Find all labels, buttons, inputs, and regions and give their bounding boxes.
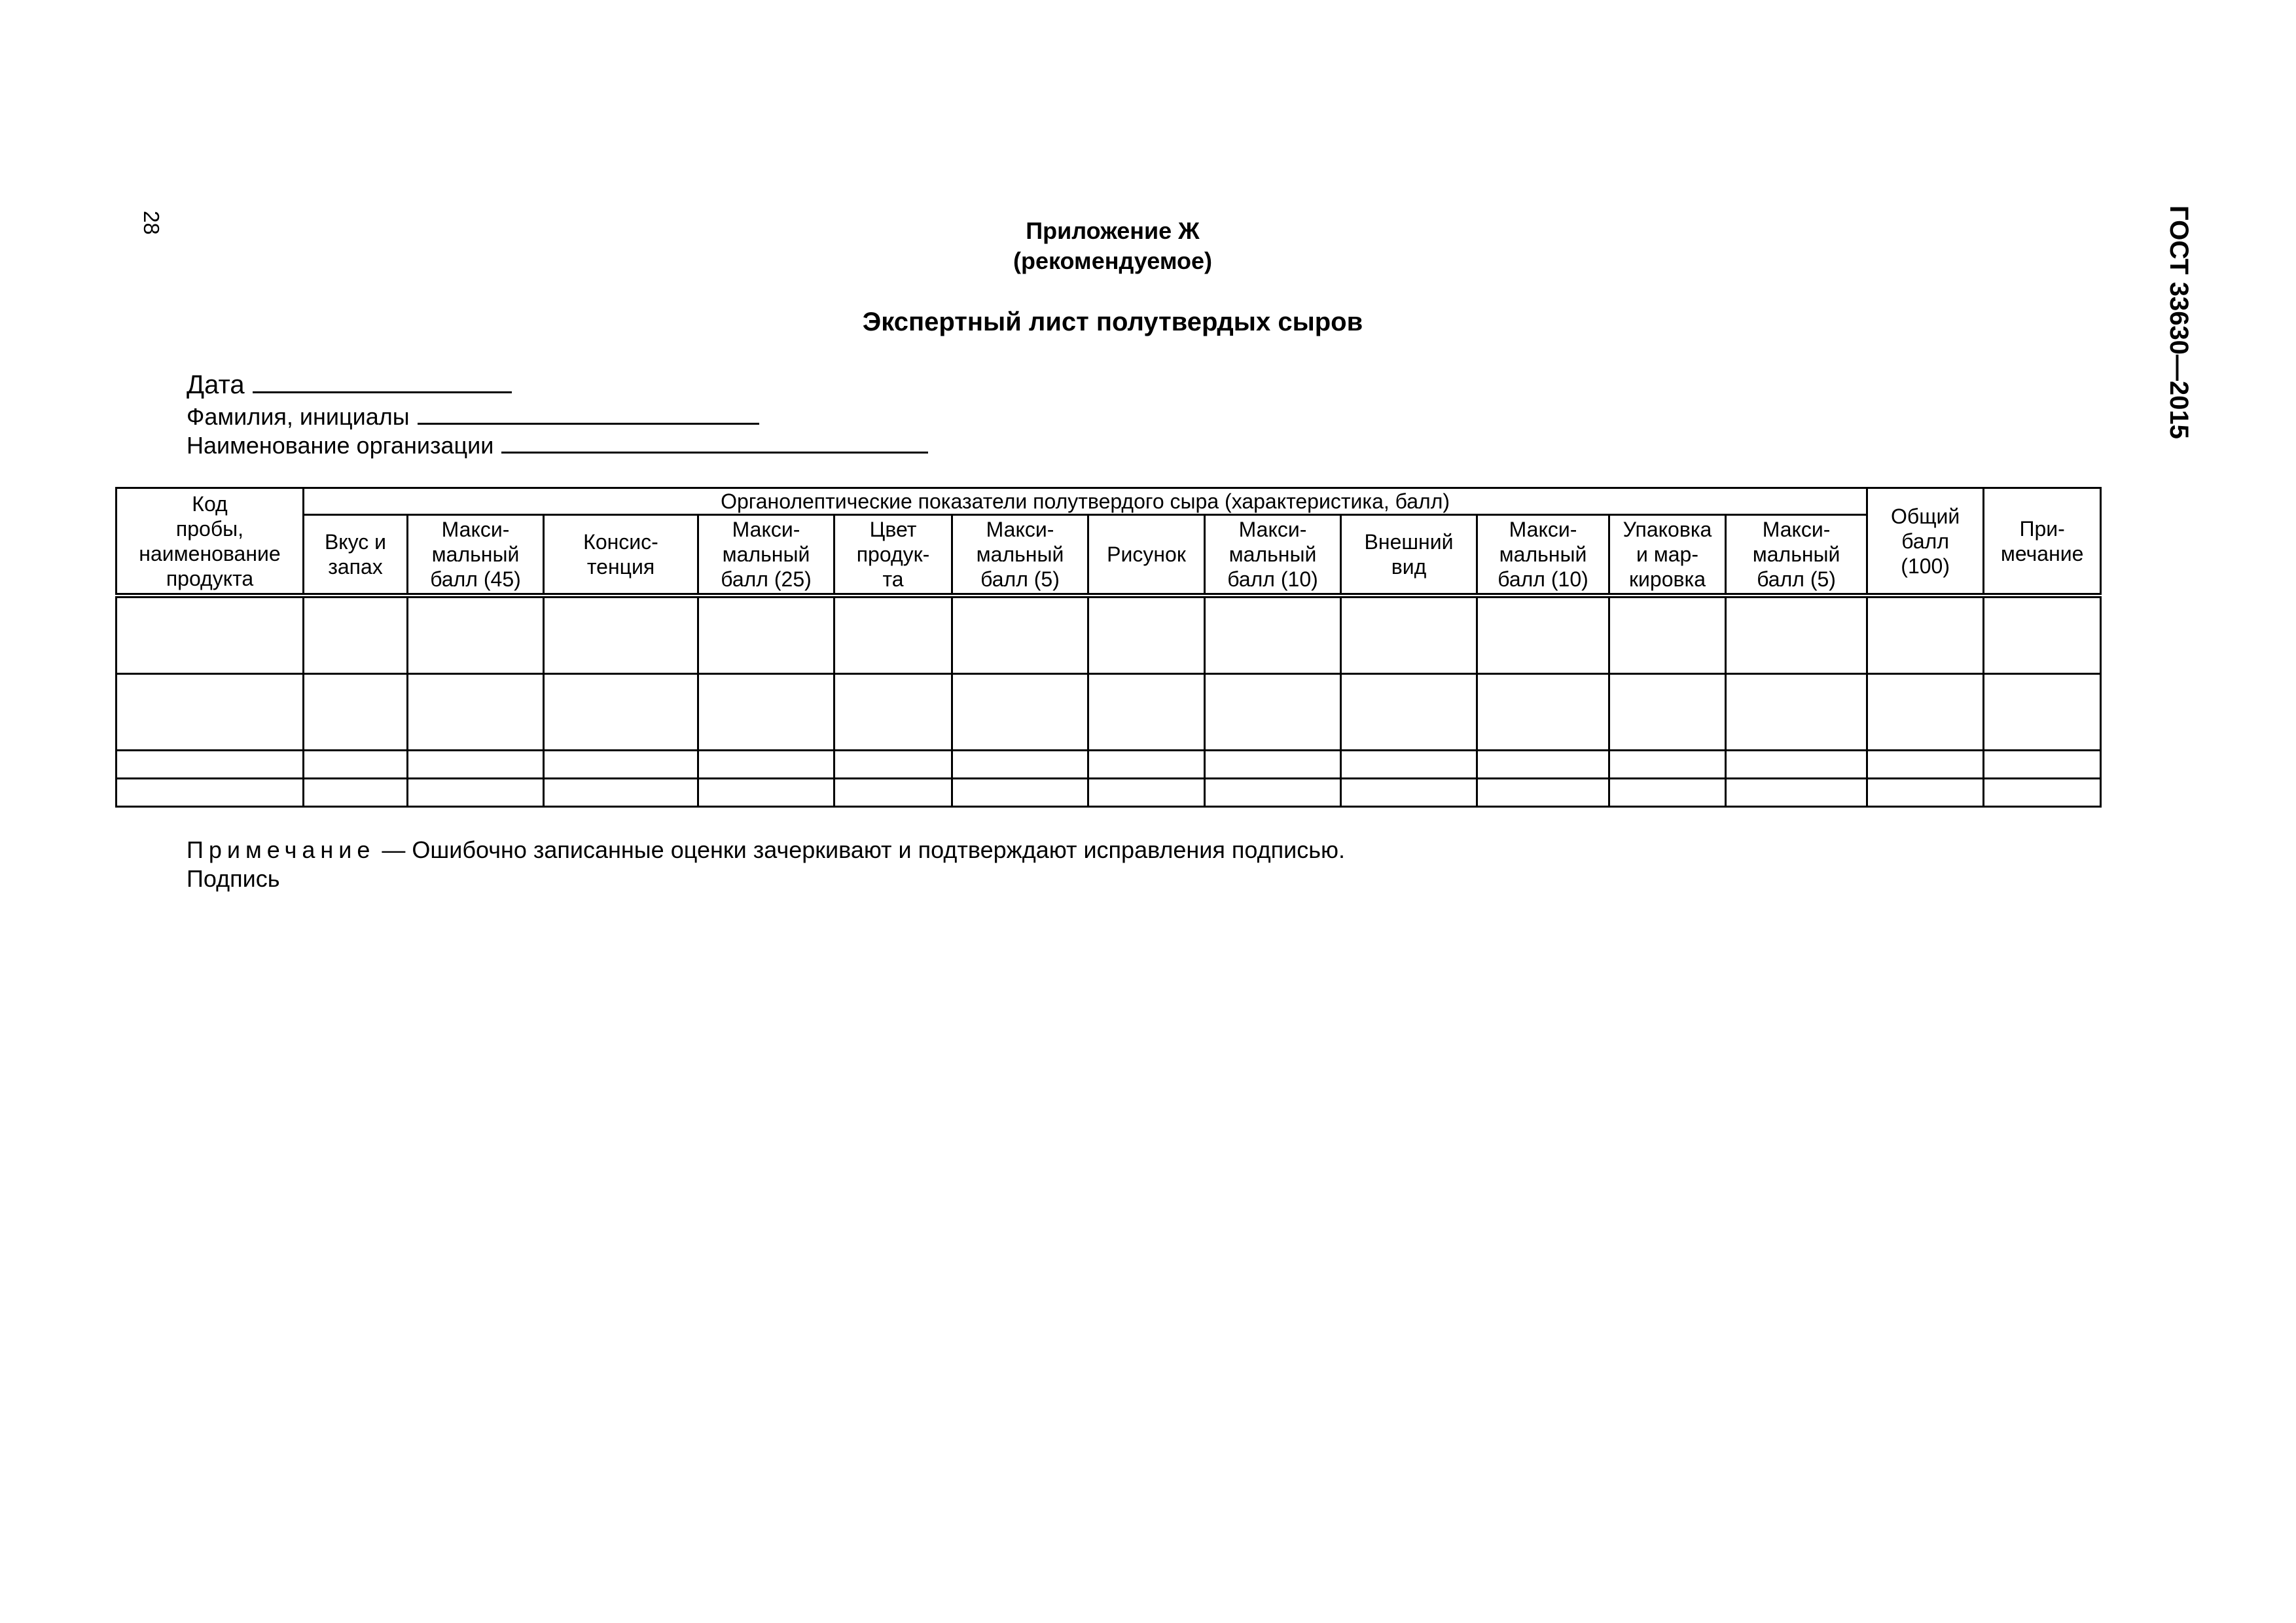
table-cell[interactable]	[408, 751, 544, 779]
table-cell[interactable]	[1984, 674, 2101, 751]
table-cell[interactable]	[1477, 596, 1609, 674]
organization-blank-line[interactable]	[501, 451, 928, 454]
table-cell[interactable]	[698, 751, 834, 779]
table-cell[interactable]	[1088, 596, 1205, 674]
header-max-score-10-appearance: Макси- мальный балл (10)	[1477, 515, 1609, 596]
table-cell[interactable]	[1726, 596, 1867, 674]
table-cell[interactable]	[1726, 751, 1867, 779]
header-remark: При- мечание	[1984, 488, 2101, 596]
page-number: 28	[139, 211, 164, 235]
table-cell[interactable]	[1205, 674, 1341, 751]
table-cell[interactable]	[1726, 674, 1867, 751]
table-cell[interactable]	[408, 779, 544, 807]
evaluation-table	[115, 487, 2102, 808]
header-taste-smell: Вкус и запах	[304, 515, 408, 596]
table-cell[interactable]	[1205, 779, 1341, 807]
table-cell[interactable]	[1088, 779, 1205, 807]
table-cell[interactable]	[1609, 596, 1726, 674]
table-cell[interactable]	[544, 674, 698, 751]
table-row	[117, 779, 2101, 807]
document-code: ГОСТ 33630—2015	[2164, 205, 2193, 439]
header-organoleptic-group: Органолептические показатели полутвердого сыра (характеристика, балл)	[304, 488, 1867, 515]
date-field	[187, 370, 512, 400]
table-cell[interactable]	[1867, 596, 1984, 674]
table-cell[interactable]	[1205, 751, 1341, 779]
table-row	[117, 751, 2101, 779]
organization-label: Наименование организации	[187, 432, 494, 459]
table-cell[interactable]	[952, 596, 1088, 674]
table-row	[117, 674, 2101, 751]
table-cell[interactable]	[304, 779, 408, 807]
table-cell[interactable]	[1477, 674, 1609, 751]
table-cell[interactable]	[1609, 779, 1726, 807]
table-cell[interactable]	[1341, 751, 1477, 779]
name-field	[187, 403, 759, 431]
table-cell[interactable]	[408, 596, 544, 674]
header-max-score-5-color: Макси- мальный балл (5)	[952, 515, 1088, 596]
table-cell[interactable]	[834, 751, 952, 779]
appendix-status: (рекомендуемое)	[1013, 247, 1212, 274]
footnote	[187, 836, 1345, 864]
table-cell[interactable]	[1867, 779, 1984, 807]
note-text: — Ошибочно записанные оценки зачеркивают и подтверждают исправления подписью.	[382, 836, 1345, 863]
header-total-score: Общий балл (100)	[1867, 488, 1984, 596]
table-cell[interactable]	[1341, 596, 1477, 674]
table-cell[interactable]	[834, 674, 952, 751]
table-cell[interactable]	[544, 751, 698, 779]
table-cell[interactable]	[408, 674, 544, 751]
table-cell[interactable]	[544, 596, 698, 674]
table-cell[interactable]	[698, 596, 834, 674]
header-appearance: Внешний вид	[1341, 515, 1477, 596]
date-blank-line[interactable]	[253, 391, 512, 393]
table-cell[interactable]	[1341, 674, 1477, 751]
table-cell[interactable]	[1477, 779, 1609, 807]
table-cell[interactable]	[1609, 751, 1726, 779]
header-pattern: Рисунок	[1088, 515, 1205, 596]
table-cell[interactable]	[117, 596, 304, 674]
note-label: Примечание	[187, 836, 376, 863]
table-cell[interactable]	[117, 779, 304, 807]
table-cell[interactable]	[952, 751, 1088, 779]
table-cell[interactable]	[834, 596, 952, 674]
table-cell[interactable]	[1867, 674, 1984, 751]
header-max-score-10-pattern: Макси- мальный балл (10)	[1205, 515, 1341, 596]
header-color: Цвет продук- та	[834, 515, 952, 596]
table-cell[interactable]	[952, 674, 1088, 751]
header-consistency: Консис- тенция	[544, 515, 698, 596]
table-cell[interactable]	[698, 779, 834, 807]
header-max-score-25: Макси- мальный балл (25)	[698, 515, 834, 596]
header-max-score-5-packaging: Макси- мальный балл (5)	[1726, 515, 1867, 596]
signature-label: Подпись	[187, 865, 280, 892]
header-packaging-labeling: Упаковка и мар- кировка	[1609, 515, 1726, 596]
table-cell[interactable]	[1477, 751, 1609, 779]
table-cell[interactable]	[304, 751, 408, 779]
table-cell[interactable]	[952, 779, 1088, 807]
table-cell[interactable]	[304, 674, 408, 751]
table-cell[interactable]	[544, 779, 698, 807]
table-cell[interactable]	[117, 751, 304, 779]
table-cell[interactable]	[1341, 779, 1477, 807]
table-cell[interactable]	[834, 779, 952, 807]
table-cell[interactable]	[1726, 779, 1867, 807]
form-title: Экспертный лист полутвердых сыров	[862, 308, 1363, 336]
header-max-score-45: Макси- мальный балл (45)	[408, 515, 544, 596]
appendix-title: Приложение Ж	[1026, 217, 1200, 244]
organization-field	[187, 432, 928, 459]
name-blank-line[interactable]	[418, 422, 759, 425]
table-row	[117, 596, 2101, 674]
table-cell[interactable]	[1205, 596, 1341, 674]
table-cell[interactable]	[1867, 751, 1984, 779]
table-cell[interactable]	[1984, 779, 2101, 807]
name-label: Фамилия, инициалы	[187, 403, 410, 430]
table-cell[interactable]	[698, 674, 834, 751]
table-cell[interactable]	[117, 674, 304, 751]
table-cell[interactable]	[1088, 674, 1205, 751]
table-cell[interactable]	[1984, 596, 2101, 674]
table-cell[interactable]	[304, 596, 408, 674]
header-code: Код пробы, наименование продукта	[117, 488, 304, 596]
table-cell[interactable]	[1088, 751, 1205, 779]
table-cell[interactable]	[1609, 674, 1726, 751]
table-cell[interactable]	[1984, 751, 2101, 779]
date-label: Дата	[187, 370, 245, 399]
